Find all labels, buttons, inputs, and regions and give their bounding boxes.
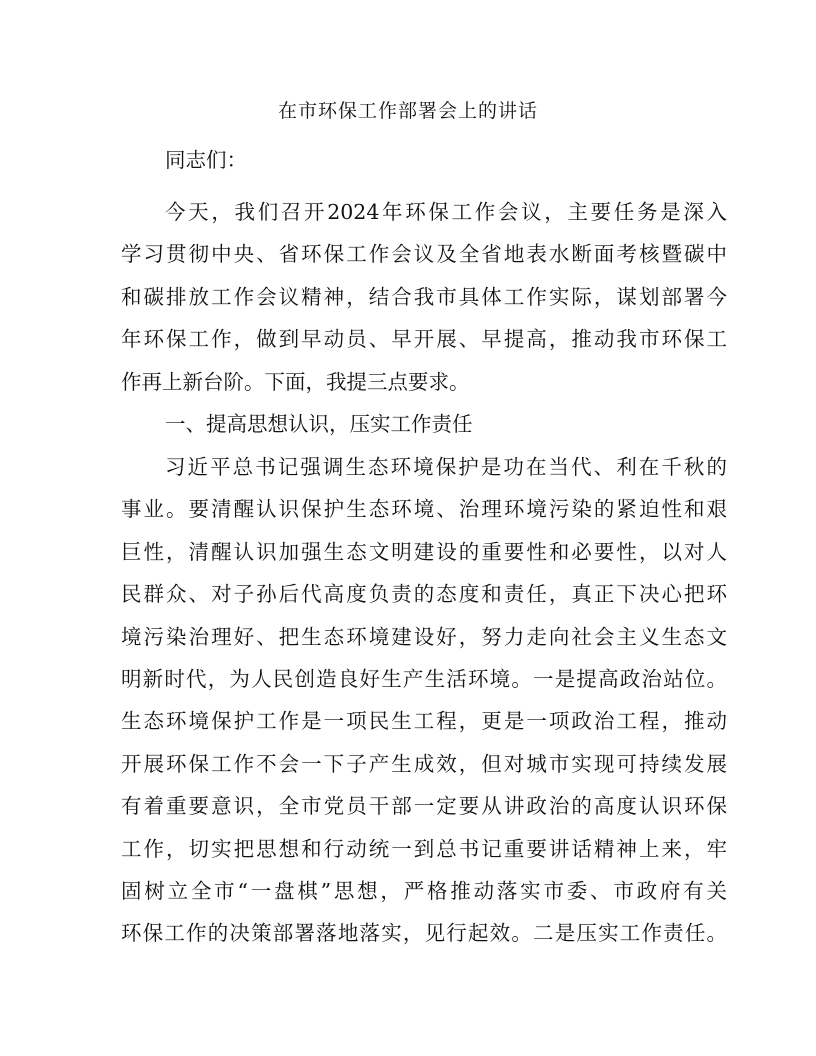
paragraph-line: 事业。要清醒认识保护生态环境、治理环境污染的紧迫性和艰 xyxy=(121,497,727,522)
paragraph-line: 民群众、对子孙后代高度负责的态度和责任，真正下决心把环 xyxy=(121,582,727,607)
paragraph-line: 明新时代，为人民创造良好生产生活环境。一是提高政治站位。 xyxy=(121,666,727,691)
paragraph-line: 年环保工作，做到早动员、早开展、早提高，推动我市环保工 xyxy=(121,327,727,352)
paragraph-line: 作再上新台阶。下面，我提三点要求。 xyxy=(121,369,470,394)
paragraph-line: 巨性，清醒认识加强生态文明建设的重要性和必要性，以对人 xyxy=(121,539,727,564)
paragraph-1 xyxy=(121,191,727,403)
paragraph-line: 环保工作的决策部署落地落实，见行起效。二是压实工作责任。 xyxy=(121,921,727,946)
paragraph-line: 固树立全市“一盘棋”思想，严格推动落实市委、市政府有关 xyxy=(121,878,727,903)
paragraph-line: 工作，切实把思想和行动统一到总书记重要讲话精神上来，牢 xyxy=(121,836,727,861)
paragraph-line: 有着重要意识，全市党员干部一定要从讲政治的高度认识环保 xyxy=(121,794,727,819)
paragraph-2 xyxy=(121,446,727,955)
paragraph-line: 学习贯彻中央、省环保工作会议及全省地表水断面考核暨碳中 xyxy=(121,242,727,267)
section-heading-block xyxy=(121,403,727,445)
paragraph-line: 境污染治理好、把生态环境建设好，努力走向社会主义生态文 xyxy=(121,624,727,649)
paragraph-line: 开展环保工作不会一下子产生成效，但对城市实现可持续发展 xyxy=(121,751,727,776)
paragraph-line: 今天，我们召开2024年环保工作会议，主要任务是深入 xyxy=(165,200,727,224)
document-title: 在市环保工作部署会上的讲话 xyxy=(277,100,538,122)
paragraph-line: 和碳排放工作会议精神，结合我市具体工作实际，谋划部署今 xyxy=(121,284,727,309)
salutation: 同志们： xyxy=(165,148,247,172)
salutation-block xyxy=(121,139,727,181)
paragraph-line: 生态环境保护工作是一项民生工程，更是一项政治工程，推动 xyxy=(121,709,727,734)
section-heading-1: 一、提高思想认识，压实工作责任 xyxy=(165,412,473,436)
paragraph-line: 习近平总书记强调生态环境保护是功在当代、利在千秋的 xyxy=(165,455,727,479)
